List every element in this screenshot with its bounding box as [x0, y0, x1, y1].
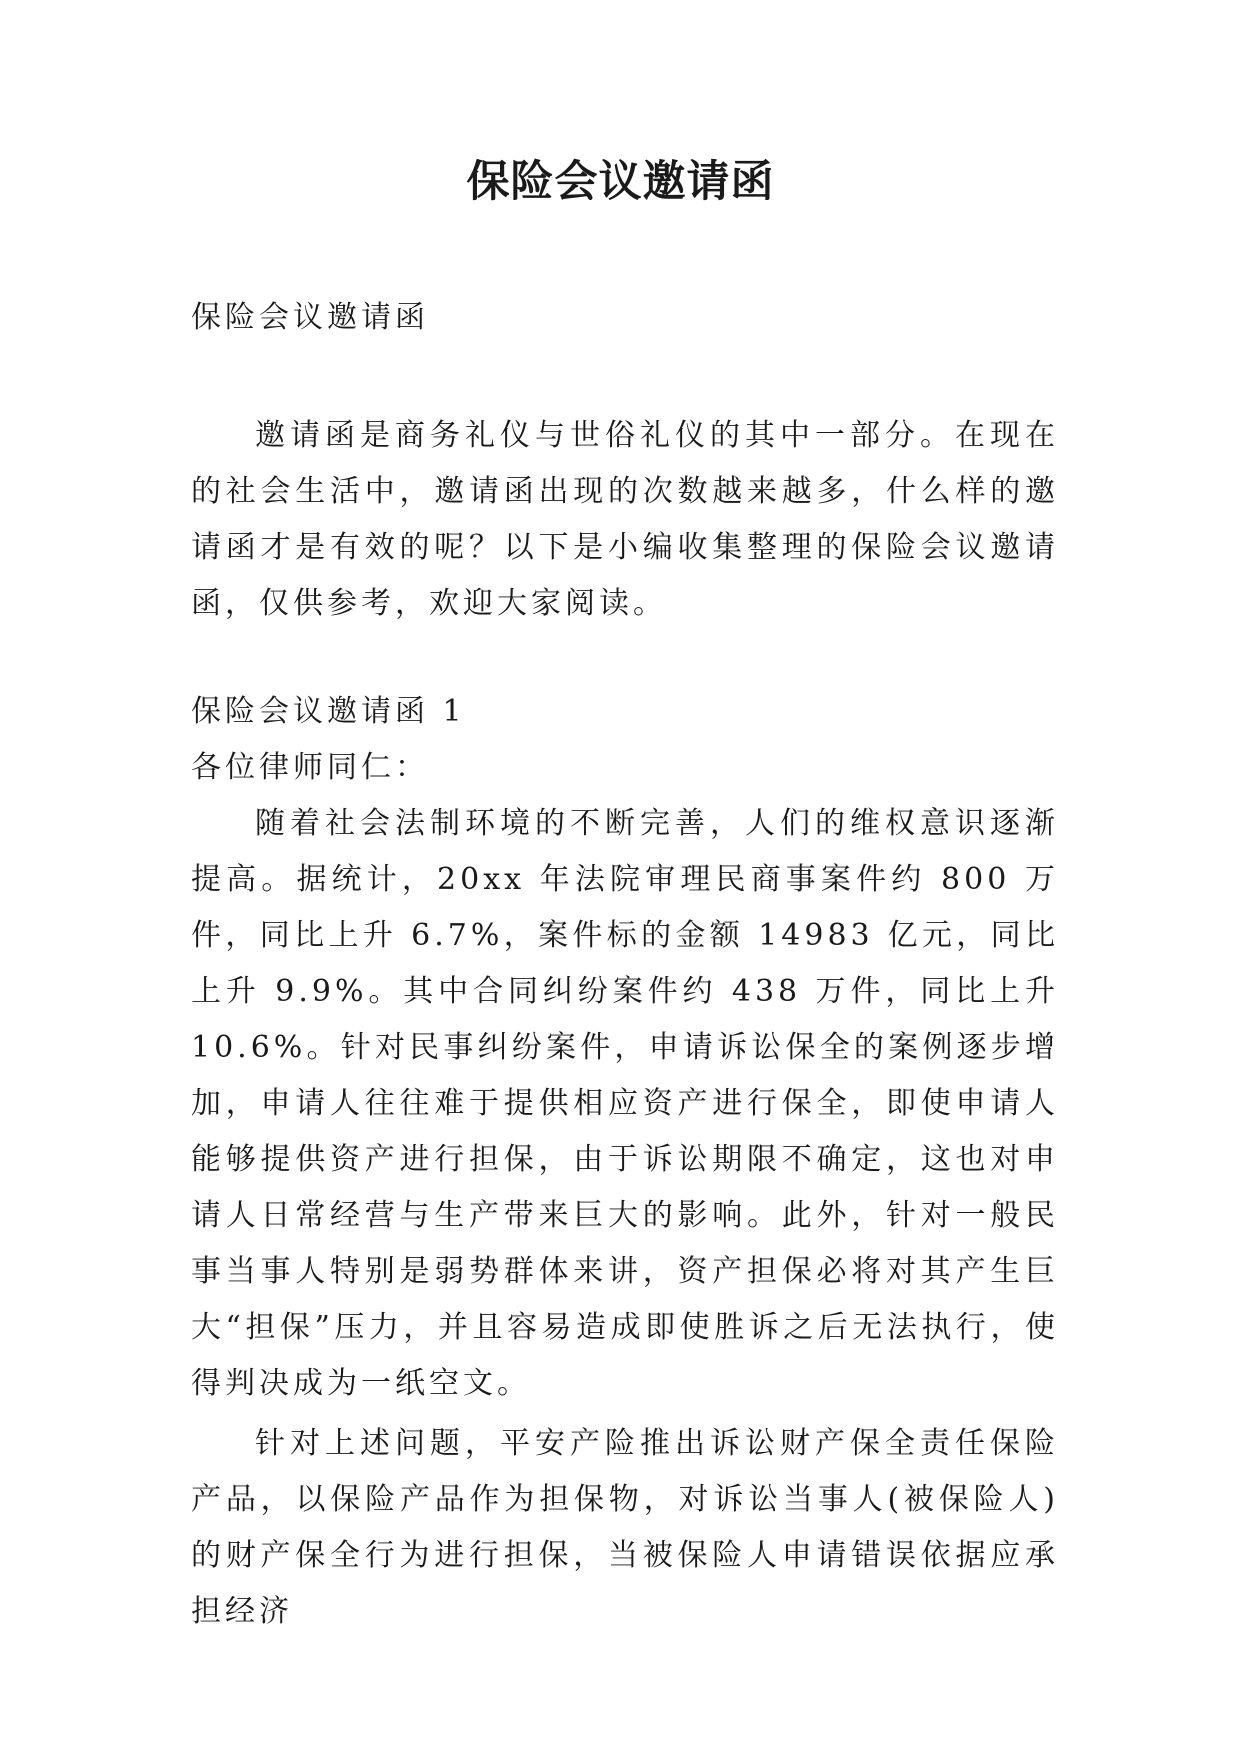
- body-paragraph-1: 随着社会法制环境的不断完善，人们的维权意识逐渐提高。据统计，20xx 年法院审理民商事案件约 800 万件，同比上升 6.7%，案件标的金额 14983 亿元，同比上升 9.9%。其中合同纠纷案件约 438 万件，同比上升 10.6%。针对民事纠纷案件，申请诉讼保全的案例逐步增加，申请人往往难于提供相应资产进行保全，即使申请人能够提供资产进行担保，由于诉讼期限不确定，这也对申请人日常经营与生产带来巨大的影响。此外，针对一般民事当事人特别是弱势群体来讲，资产担保必将对其产生巨大“担保”压力，并且容易造成即使胜诉之后无法执行，使得判决成为一纸空文。: [191, 806, 1059, 1401]
- section-heading: 保险会议邀请函 1: [191, 694, 466, 729]
- spacer: [191, 346, 1059, 408]
- body-paragraph-2: 针对上述问题，平安产险推出诉讼财产保全责任保险产品，以保险产品作为担保物，对诉讼当事人(被保险人)的财产保全行为进行担保，当被保险人申请错误依据应承担经济: [191, 1426, 1059, 1629]
- intro-paragraph: 邀请函是商务礼仪与世俗礼仪的其中一部分。在现在的社会生活中，邀请函出现的次数越来越多，什么样的邀请函才是有效的呢？以下是小编收集整理的保险会议邀请函，仅供参考，欢迎大家阅读。: [191, 418, 1059, 621]
- document-subtitle: 保险会议邀请函: [191, 300, 429, 335]
- document-body: [191, 290, 1059, 1640]
- spacer: [191, 632, 1059, 684]
- salutation: 各位律师同仁：: [191, 750, 429, 785]
- document-title: 保险会议邀请函: [466, 157, 775, 207]
